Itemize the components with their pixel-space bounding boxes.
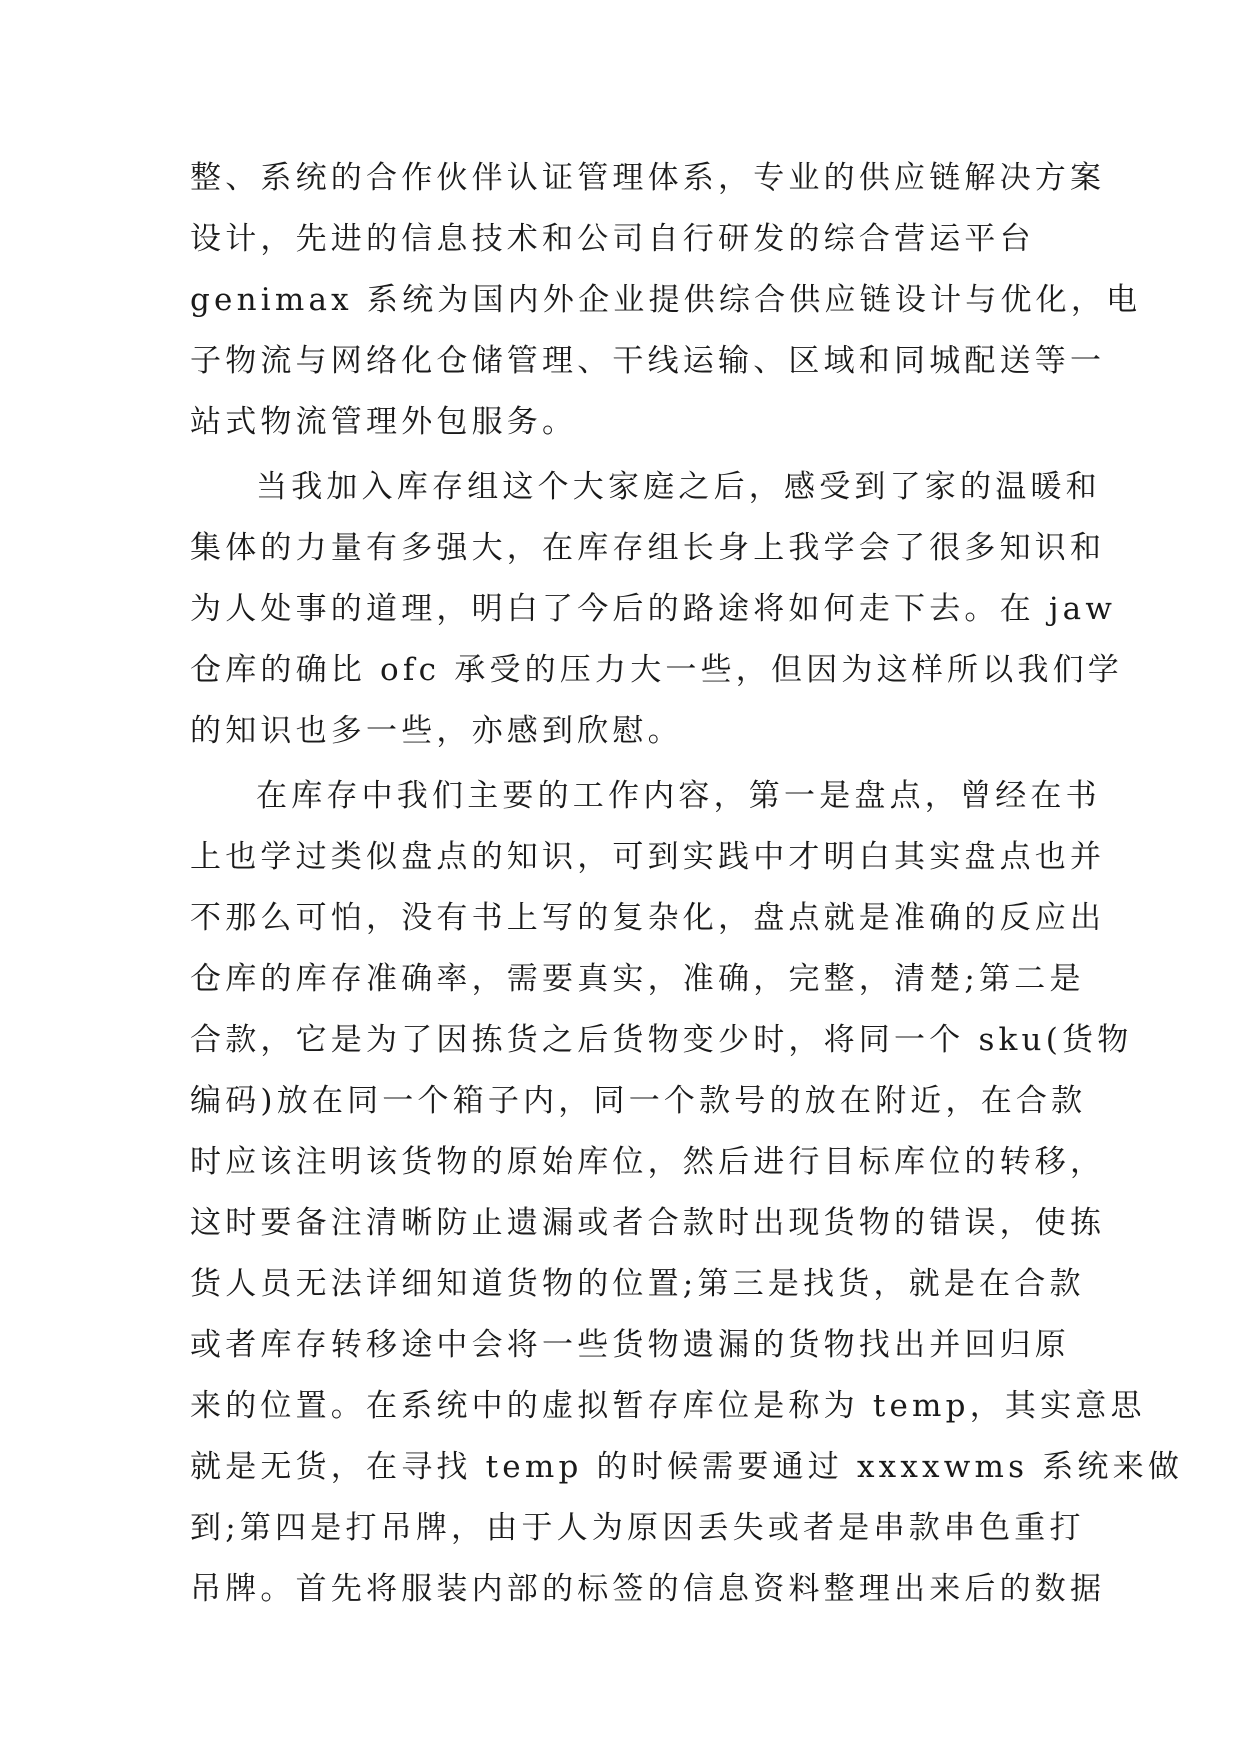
text-line: 合款，它是为了因拣货之后货物变少时，将同一个 sku(货物 [190, 1022, 1133, 1058]
text-line: 在库存中我们主要的工作内容，第一是盘点，曾经在书 [256, 778, 1101, 814]
paragraph-3 [190, 766, 1184, 1620]
text-line: 吊牌。首先将服装内部的标签的信息资料整理出来后的数据 [190, 1571, 1106, 1607]
text-line: 整、系统的合作伙伴认证管理体系，专业的供应链解决方案 [190, 160, 1106, 196]
text-line: 集体的力量有多强大，在库存组长身上我学会了很多知识和 [190, 530, 1106, 566]
text-line: 当我加入库存组这个大家庭之后，感受到了家的温暖和 [256, 469, 1101, 505]
document-body [190, 148, 1184, 1620]
text-line: 站式物流管理外包服务。 [190, 404, 578, 440]
text-line: 编码)放在同一个箱子内，同一个款号的放在附近，在合款 [190, 1083, 1087, 1119]
text-line: 就是无货，在寻找 temp 的时候需要通过 xxxxwms 系统来做 [190, 1449, 1184, 1485]
text-line: 到;第四是打吊牌，由于人为原因丢失或者是串款串色重打 [190, 1510, 1085, 1546]
text-line: 货人员无法详细知道货物的位置;第三是找货，就是在合款 [190, 1266, 1085, 1302]
text-line: 仓库的库存准确率，需要真实，准确，完整，清楚;第二是 [190, 961, 1085, 997]
text-line: genimax 系统为国内外企业提供综合供应链设计与优化，电 [190, 282, 1142, 318]
text-line: 的知识也多一些，亦感到欣慰。 [190, 713, 683, 749]
text-line: 不那么可怕，没有书上写的复杂化，盘点就是准确的反应出 [190, 900, 1106, 936]
text-line: 上也学过类似盘点的知识，可到实践中才明白其实盘点也并 [190, 839, 1106, 875]
text-line: 仓库的确比 ofc 承受的压力大一些，但因为这样所以我们学 [190, 652, 1124, 688]
text-line: 这时要备注清晰防止遗漏或者合款时出现货物的错误，使拣 [190, 1205, 1106, 1241]
text-line: 为人处事的道理，明白了今后的路途将如何走下去。在 jaw [190, 591, 1117, 627]
text-line: 或者库存转移途中会将一些货物遗漏的货物找出并回归原 [190, 1327, 1070, 1363]
text-line: 设计，先进的信息技术和公司自行研发的综合营运平台 [190, 221, 1035, 257]
paragraph-2 [190, 457, 1124, 762]
text-line: 时应该注明该货物的原始库位，然后进行目标库位的转移， [190, 1144, 1106, 1180]
text-line: 子物流与网络化仓储管理、干线运输、区域和同城配送等一 [190, 343, 1106, 379]
paragraph-1 [190, 148, 1142, 453]
text-line: 来的位置。在系统中的虚拟暂存库位是称为 temp，其实意思 [190, 1388, 1146, 1424]
